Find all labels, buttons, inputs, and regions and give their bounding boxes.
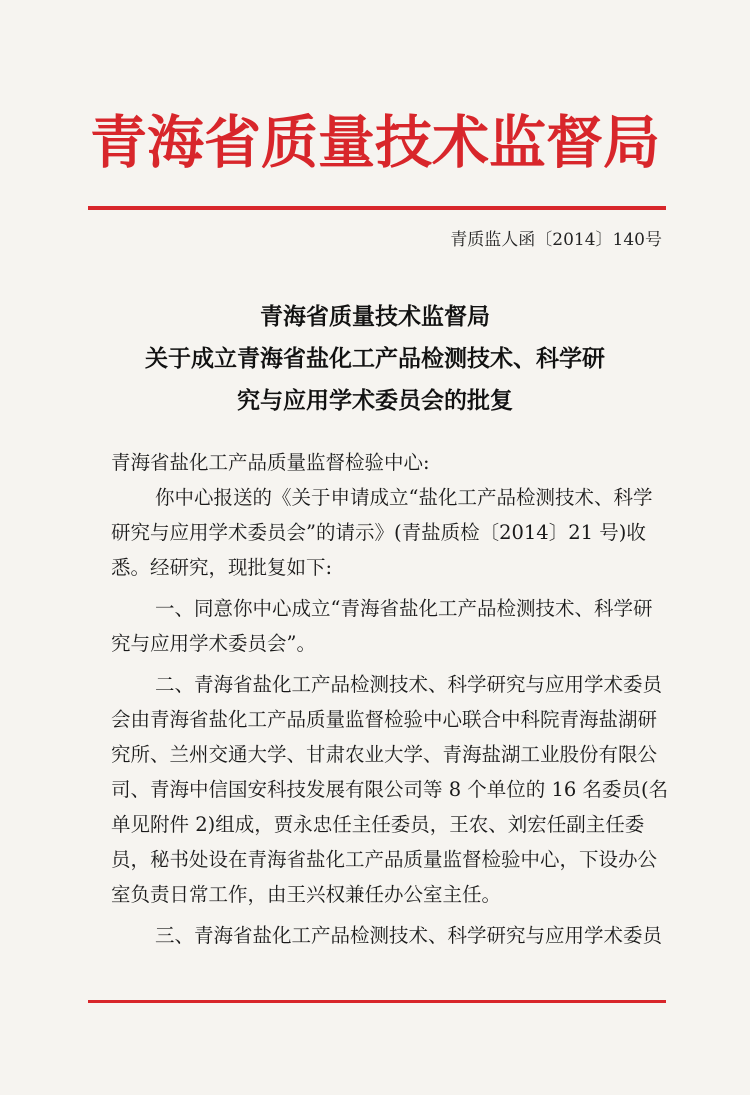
paragraph-1-line: 研究与应用学术委员会”的请示》(青盐质检〔2014〕21 号)收: [111, 521, 646, 544]
footer-red-rule: [88, 1000, 666, 1003]
paragraph-4-line: 三、青海省盐化工产品检测技术、科学研究与应用学术委员: [155, 924, 663, 947]
paragraph-1-line: 悉。经研究，现批复如下:: [111, 556, 333, 579]
letterhead-red-rule: [88, 206, 666, 210]
recipient-line: 青海省盐化工产品质量监督检验中心:: [111, 451, 430, 474]
paragraph-2-line: 一、同意你中心成立“青海省盐化工产品检测技术、科学研: [155, 597, 653, 620]
paragraph-1-line: 你中心报送的《关于申请成立“盐化工产品检测技术、科学: [155, 486, 653, 509]
document-title: [0, 296, 750, 422]
paragraph-3-line: 司、青海中信国安科技发展有限公司等 8 个单位的 16 名委员(名: [111, 778, 669, 801]
title-line-3: 究与应用学术委员会的批复: [237, 387, 513, 414]
paragraph-3-line: 员，秘书处设在青海省盐化工产品质量监督检验中心，下设办公: [111, 848, 658, 871]
document-number: 青质监人函〔2014〕140号: [450, 230, 662, 250]
paragraph-3-line: 会由青海省盐化工产品质量监督检验中心联合中科院青海盐湖研: [111, 708, 658, 731]
title-line-1: 青海省质量技术监督局: [260, 303, 490, 330]
paragraph-3-line: 室负责日常工作，由王兴权兼任办公室主任。: [111, 883, 502, 906]
title-line-2: 关于成立青海省盐化工产品检测技术、科学研: [145, 345, 605, 372]
agency-letterhead: 青海省质量技术监督局: [90, 110, 660, 176]
paragraph-3-line: 二、青海省盐化工产品检测技术、科学研究与应用学术委员: [155, 673, 663, 696]
document-body: [111, 445, 686, 953]
paragraph-3-line: 究所、兰州交通大学、甘肃农业大学、青海盐湖工业股份有限公: [111, 743, 658, 766]
paragraph-2-line: 究与应用学术委员会”。: [111, 632, 316, 655]
paragraph-3-line: 单见附件 2)组成，贾永忠任主任委员，王农、刘宏任副主任委: [111, 813, 645, 836]
